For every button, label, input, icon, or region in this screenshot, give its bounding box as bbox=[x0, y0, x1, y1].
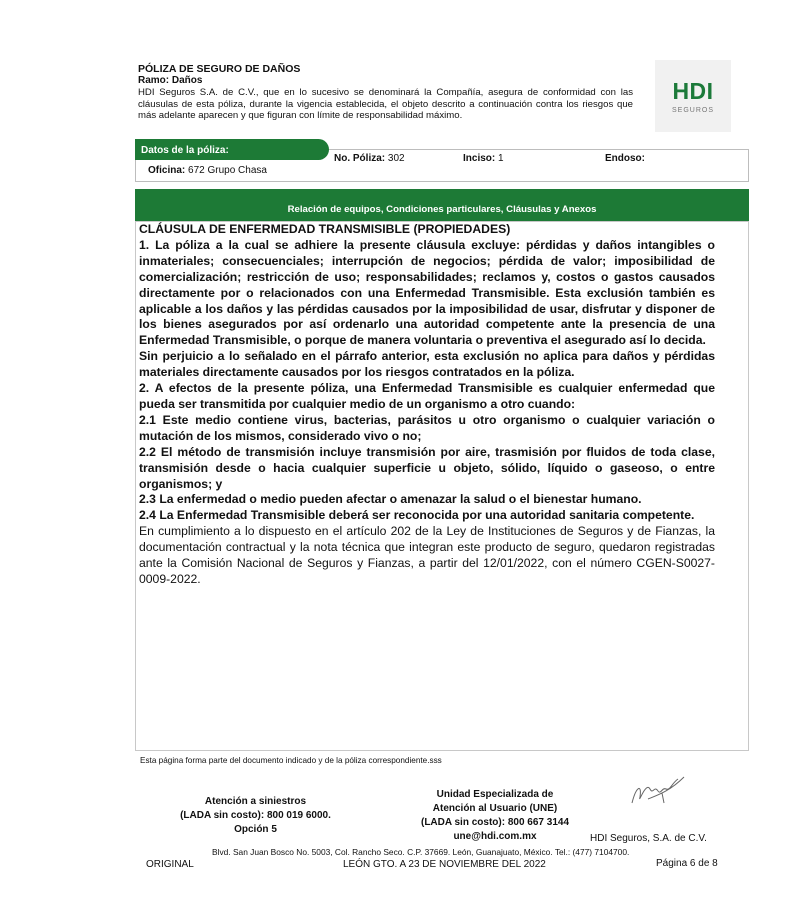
original-label: ORIGINAL bbox=[146, 859, 194, 870]
place-date: LEÓN GTO. A 23 DE NOVIEMBRE DEL 2022 bbox=[343, 859, 546, 870]
oficina-label: Oficina: bbox=[148, 165, 186, 176]
clause-paragraph: 2. A efectos de la presente póliza, una Enfermedad Transmisible es cualquier enfermedad que pueda ser transmitida por cualquier medio de un organismo a otro cuando: bbox=[139, 381, 715, 411]
clause-paragraph: 2.4 La Enfermedad Transmisible deberá ser reconocida por una autoridad sanitaria competente. bbox=[139, 508, 695, 523]
policy-number bbox=[334, 153, 405, 164]
policy-number-value: 302 bbox=[387, 153, 405, 164]
une-email[interactable]: une@hdi.com.mx bbox=[453, 831, 537, 842]
une-line: Atención al Usuario (UNE) bbox=[432, 803, 558, 814]
clause-paragraph: Sin perjuicio a lo señalado en el párrafo anterior, esta exclusión no aplica para daños y pérdidas materiales directamente causados por los riesgos contratados en la póliza. bbox=[139, 349, 715, 380]
company-name: HDI Seguros, S.A. de C.V. bbox=[590, 833, 707, 844]
une-line: Unidad Especializada de bbox=[436, 789, 554, 800]
endoso-label: Endoso: bbox=[605, 153, 645, 164]
une-line: (LADA sin costo): 800 667 3144 bbox=[420, 817, 570, 828]
logo-name: HDI bbox=[672, 78, 714, 104]
inciso-value: 1 bbox=[498, 153, 504, 164]
claims-line: (LADA sin costo): 800 019 6000. bbox=[180, 810, 331, 821]
clause-title: CLÁUSULA DE ENFERMEDAD TRANSMISIBLE (PROPIEDADES) bbox=[139, 222, 511, 236]
signature-image bbox=[628, 773, 688, 809]
ramo-label: Ramo: Daños bbox=[138, 75, 203, 86]
oficina bbox=[148, 165, 267, 176]
clause-paragraph: 2.3 La enfermedad o medio pueden afectar o amenazar la salud o el bienestar humano. bbox=[139, 492, 642, 507]
page-number: Página 6 de 8 bbox=[656, 858, 718, 869]
clause-paragraph: 2.2 El método de transmisión incluye transmisión por aire, trasmisión por fluidos de toda clase, transmisión desde o hacia cualquier superficie u objeto, sólido, líquido o gaseoso, o entre organismos; y bbox=[139, 444, 715, 491]
policy-number-label: No. Póliza: bbox=[334, 153, 386, 164]
header-description: HDI Seguros S.A. de C.V., que en lo sucesivo se denominará la Compañía, asegura de conformidad con las cláusulas de esta póliza, durante la vigencia establecida, el objeto descrito a continuación contra los riesgos que más adelante aparecen y que figuran con límite de responsabilidad máximo. bbox=[138, 87, 633, 121]
policy-data-tab bbox=[135, 139, 329, 160]
oficina-value: 672 Grupo Chasa bbox=[188, 165, 267, 176]
document-title: PÓLIZA DE SEGURO DE DAÑOS bbox=[138, 63, 301, 75]
company-address: Blvd. San Juan Bosco No. 5003, Col. Rancho Seco. C.P. 37669. León, Guanajuato, México. Tel.: (477) 7104700. bbox=[212, 847, 630, 857]
logo-sub: SEGUROS bbox=[671, 107, 714, 114]
clause-body bbox=[139, 222, 715, 588]
clause-paragraph: 2.1 Este medio contiene virus, bacterias, parásitos u otro organismo o cualquier variación o mutación de los mismos, considerado vivo o no; bbox=[139, 412, 715, 443]
hdi-logo bbox=[655, 60, 731, 132]
policy-data-label: Datos de la póliza: bbox=[141, 145, 229, 156]
claims-line: Opción 5 bbox=[234, 824, 277, 835]
endoso bbox=[605, 153, 645, 164]
footnote: Esta página forma parte del documento indicado y de la póliza correspondiente.sss bbox=[140, 756, 442, 765]
clause-closing: En cumplimiento a lo dispuesto en el artículo 202 de la Ley de Instituciones de Seguros y de Fianzas, la documentación contractual y la nota técnica que integran este producto de seguro, quedaron registradas ante la Comisión Nacional de Seguros y Fianzas, a partir del 12/01/2022, con el número CGEN-S0027-0009-2022. bbox=[139, 524, 715, 586]
claims-line: Atención a siniestros bbox=[204, 796, 307, 807]
clause-paragraph: 1. La póliza a la cual se adhiere la presente cláusula excluye: pérdidas y daños intangibles o inmateriales; consecuenciales; interrupción de negocios; pérdida de valor; imposibilidad de comercialización; restricción de uso; responsabilidades; reclamos y, costos o gastos causados directamente por o relacionados con una Enfermedad Transmisible. Esta exclusión también es aplicable a los daños y las pérdidas causados por la imposibilidad de usar, disfrutar y disponer de los bienes asegurados por así ordenarlo una autoridad competente ante la presencia de una Enfermedad Transmisible, o porque de manera voluntaria o preventiva el asegurado así lo decida. bbox=[139, 237, 715, 348]
inciso bbox=[463, 153, 504, 164]
une-contact bbox=[405, 788, 585, 844]
claims-contact bbox=[168, 795, 343, 837]
section-bar: Relación de equipos, Condiciones particulares, Cláusulas y Anexos bbox=[135, 189, 749, 221]
inciso-label: Inciso: bbox=[463, 153, 496, 164]
